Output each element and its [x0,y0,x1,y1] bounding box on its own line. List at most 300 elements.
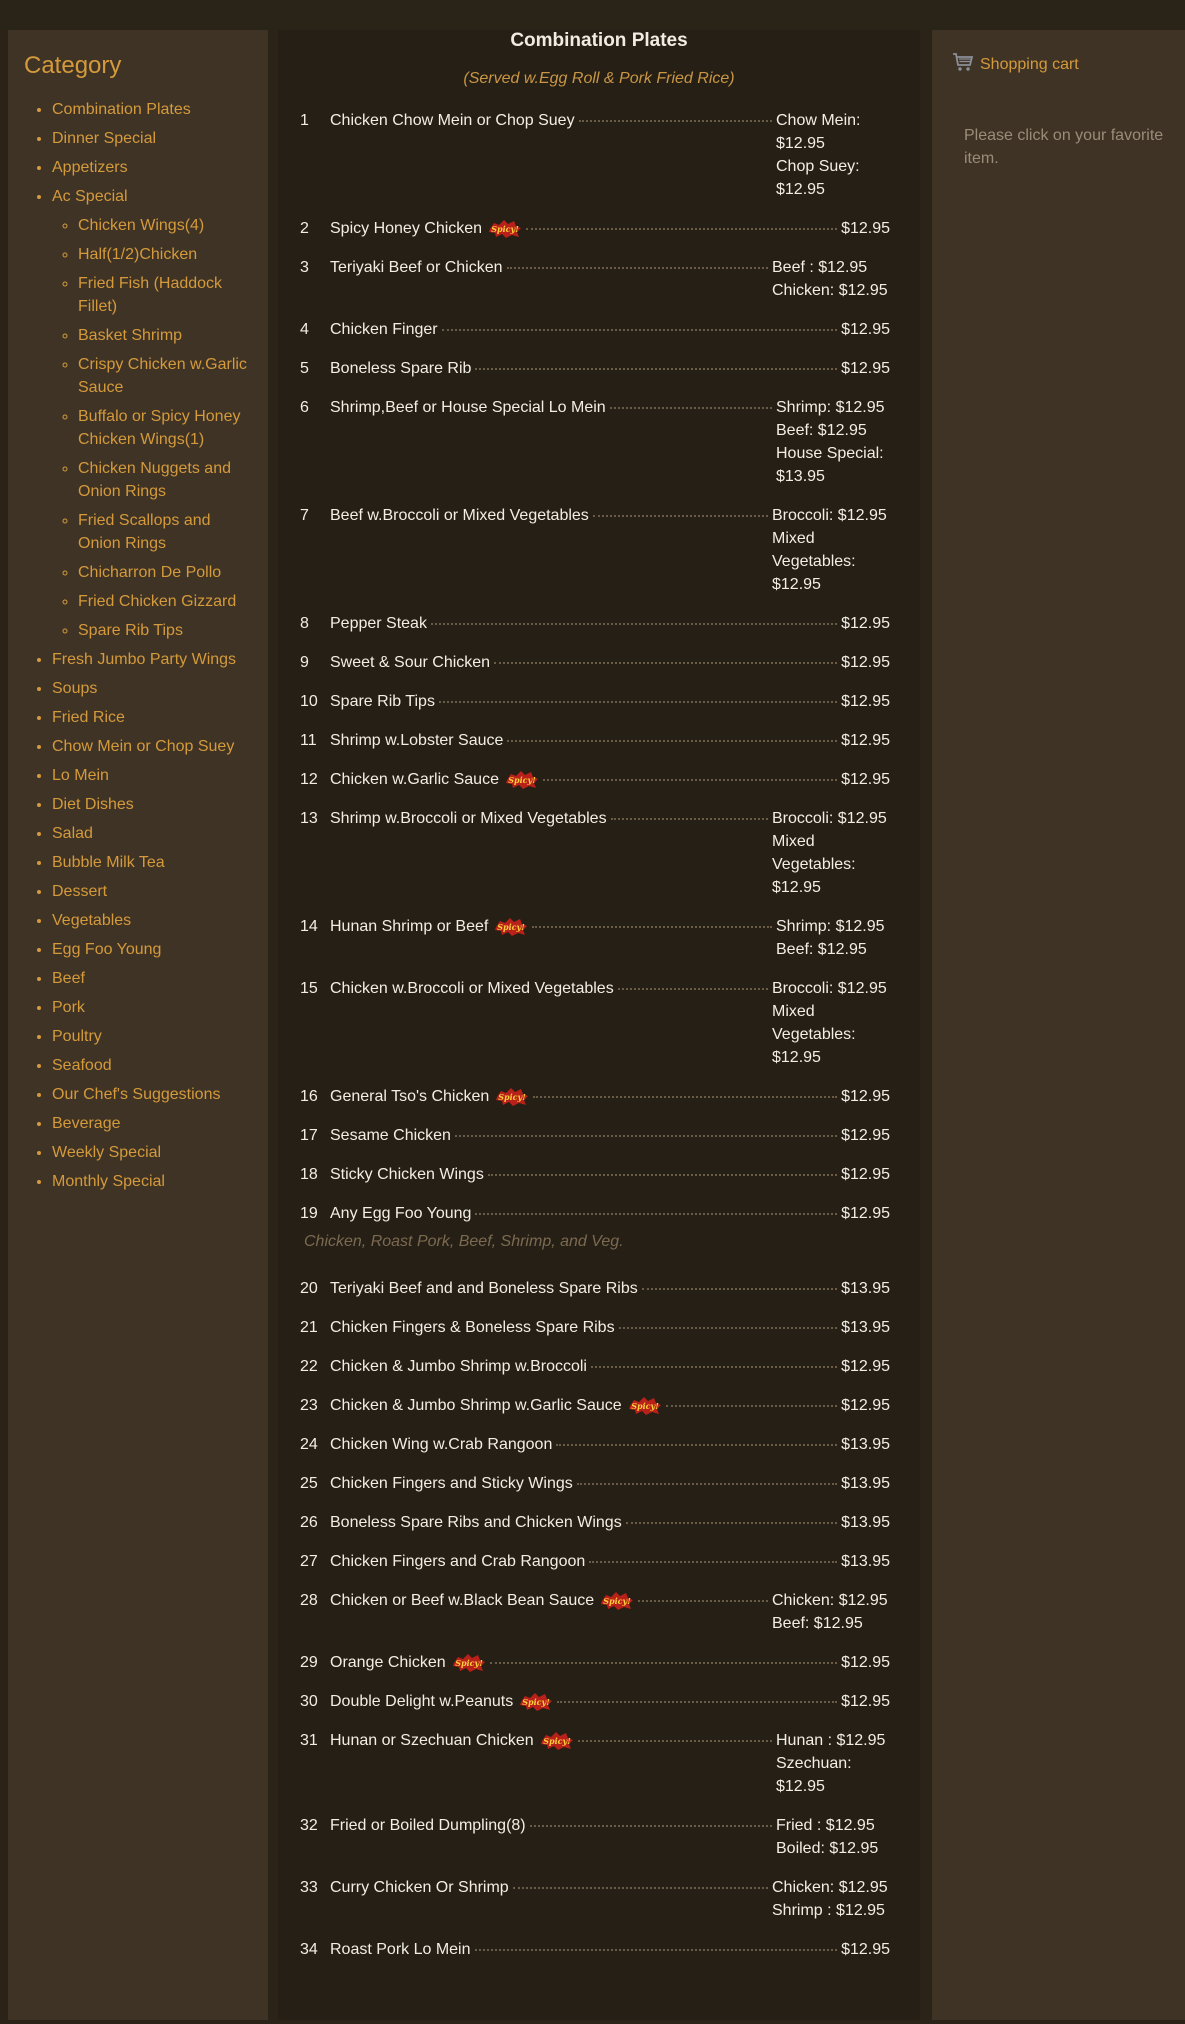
menu-item-price [841,1511,920,1534]
menu-item-number: 8 [300,615,309,632]
menu-item-name[interactable] [330,729,503,752]
menu-item-price [841,1651,920,1674]
category-link-monthly-special[interactable]: Monthly Special [52,1173,165,1190]
menu-item-number: 5 [300,360,309,377]
menu-item-name-text: Double Delight w.Peanuts [330,1693,514,1710]
price-line: $12.95 [841,1693,890,1710]
spicy-icon-text: Spicy! [497,921,526,932]
menu-item-name-text: Pepper Steak [330,615,427,632]
category-list [24,98,252,1193]
category-item [52,1170,252,1193]
category-item [52,793,252,816]
menu-item-name[interactable] [330,651,490,674]
menu-item-name-text: Teriyaki Beef or Chicken [330,259,503,276]
price-line: Shrimp: $12.95 [776,918,885,935]
price-line: Shrimp : $12.95 [772,1902,885,1919]
menu-item-row [278,1651,920,1674]
price-line: Chicken: $12.95 [772,282,888,299]
spicy-icon-text: Spicy! [498,1091,527,1102]
dotted-leader [490,1651,837,1664]
dotted-leader [666,1394,837,1407]
menu-item-name-text: Chicken Chow Mein or Chop Suey [330,112,575,129]
menu-item-price [841,1690,920,1713]
menu-item-number: 21 [300,1319,318,1336]
category-link-salad[interactable]: Salad [52,825,93,842]
dotted-leader [513,1876,768,1889]
price-line: $13.95 [841,1475,890,1492]
menu-item-name[interactable] [330,1316,615,1339]
dotted-leader [455,1124,837,1137]
subcategory-link-fried-chicken-gizzard[interactable]: Fried Chicken Gizzard [78,593,237,610]
menu-item-price [841,729,920,752]
menu-item-number: 16 [300,1088,318,1105]
menu-item-name-text: Any Egg Foo Young [330,1205,472,1222]
price-line: Vegetables: [772,856,856,873]
menu-item-name-text: Boneless Spare Rib [330,360,472,377]
dotted-leader [543,768,837,781]
price-line: $12.95 [841,1358,890,1375]
menu-item-row [278,1316,920,1339]
dotted-leader [475,1202,837,1215]
menu-item-number: 24 [300,1436,318,1453]
spicy-icon [505,770,539,790]
menu-item-price [841,1316,920,1339]
category-item [52,1054,252,1077]
price-line: $12.95 [841,654,890,671]
price-line: Chow Mein: [776,112,861,129]
category-item [52,156,252,179]
category-link-dessert[interactable]: Dessert [52,883,108,900]
category-link-bubble-milk-tea[interactable]: Bubble Milk Tea [52,854,165,871]
menu-item-row [278,1472,920,1495]
category-link-lo-mein[interactable]: Lo Mein [52,767,109,784]
price-line: $12.95 [841,321,890,338]
menu-item-name-text: Spicy Honey Chicken [330,220,483,237]
menu-item-name[interactable] [330,504,589,527]
spicy-icon [495,1087,529,1107]
spicy-icon-text: Spicy! [508,774,536,785]
price-line: $12.95 [772,1049,821,1066]
dotted-leader [507,729,837,742]
menu-item-name-text: Shrimp w.Broccoli or Mixed Vegetables [330,810,607,827]
subcategory-link-chicharron-de-pollo[interactable]: Chicharron De Pollo [78,564,222,581]
dotted-leader [589,1550,837,1563]
price-line: $12.95 [841,360,890,377]
spicy-icon [519,1692,553,1712]
category-link-weekly-special[interactable]: Weekly Special [52,1144,162,1161]
category-link-combination-plates[interactable]: Combination Plates [52,101,191,118]
menu-item-row [278,1163,920,1186]
menu-item-name[interactable] [330,1085,529,1108]
subcategory-item [78,509,252,555]
price-line: $12.95 [841,1166,890,1183]
price-line: Beef: $12.95 [776,422,867,439]
dotted-leader [610,396,772,409]
menu-item-price [841,1472,920,1495]
category-item [52,735,252,758]
price-line: Chop Suey: [776,158,860,175]
menu-item-price [841,768,920,791]
category-link-our-chef-s-suggestions[interactable]: Our Chef's Suggestions [52,1086,221,1103]
category-link-soups[interactable]: Soups [52,680,98,697]
menu-item-name[interactable] [330,1550,585,1573]
dotted-leader [611,807,768,820]
menu-item-name-text: Spare Rib Tips [330,693,435,710]
menu-item-name-text: Hunan or Szechuan Chicken [330,1732,534,1749]
price-line: Vegetables: [772,1026,856,1043]
menu-item-row [278,1550,920,1573]
menu-item-price [841,1124,920,1147]
menu-item-price [772,977,920,1069]
menu-item-name[interactable] [330,217,522,240]
category-link-chow-mein-or-chop-suey[interactable]: Chow Mein or Chop Suey [52,738,235,755]
price-line: $12.95 [841,693,890,710]
price-line: Hunan : $12.95 [776,1732,886,1749]
category-link-appetizers[interactable]: Appetizers [52,159,128,176]
menu-item-price [841,1433,920,1456]
menu-item-name[interactable] [330,1124,451,1147]
dotted-leader [593,504,768,517]
category-item [52,851,252,874]
dotted-leader [442,318,837,331]
category-link-beef[interactable]: Beef [52,970,85,987]
menu-item-price [772,1876,920,1922]
menu-item-name[interactable] [330,1277,638,1300]
price-line: House Special: [776,445,884,462]
menu-item-price [772,1589,920,1635]
menu-item-row [278,1394,920,1417]
price-line: Mixed [772,833,815,850]
menu-item-name-text: Chicken & Jumbo Shrimp w.Broccoli [330,1358,587,1375]
category-item [52,938,252,961]
spicy-icon [494,917,528,937]
subcategory-link-fried-fish-haddock-fillet[interactable]: Fried Fish (Haddock Fillet) [78,275,223,315]
price-line: $13.95 [841,1280,890,1297]
menu-item-name-text: Beef w.Broccoli or Mixed Vegetables [330,507,589,524]
menu-item-name-text: Hunan Shrimp or Beef [330,918,489,935]
menu-item-row [278,504,920,596]
price-line: $12.95 [772,879,821,896]
dotted-leader [591,1355,837,1368]
category-item [52,996,252,1019]
menu-item-name[interactable] [330,612,427,635]
menu-item-name[interactable] [330,357,471,380]
category-link-egg-foo-young[interactable]: Egg Foo Young [52,941,162,958]
menu-item-name[interactable] [330,256,503,279]
category-item [52,1083,252,1106]
price-line: Chicken: $12.95 [772,1592,888,1609]
menu-item-name[interactable] [330,768,539,791]
menu-item-row [278,977,920,1069]
menu-item-name[interactable] [330,318,438,341]
spicy-icon [628,1396,662,1416]
shopping-cart-label: Shopping cart [980,55,1079,73]
price-line: Beef : $12.95 [772,259,868,276]
subcategory-item [78,214,252,237]
menu-item-name[interactable] [330,1651,486,1674]
category-link-beverage[interactable]: Beverage [52,1115,121,1132]
menu-item-row [278,1814,920,1860]
sidebar-title: Category [24,52,122,79]
subcategory-item [78,324,252,347]
price-line: $13.95 [776,468,825,485]
menu-item-name-text: Chicken or Beef w.Black Bean Sauce [330,1592,595,1609]
subcategory-item [78,272,252,318]
price-line: Beef: $12.95 [776,941,867,958]
menu-item-number: 19 [300,1205,318,1222]
spicy-icon-text: Spicy! [603,1595,631,1606]
top-bar [0,0,1185,30]
menu-item-number: 26 [300,1514,318,1531]
cart-message: Please click on your favorite item. [964,127,1164,167]
menu-item-name-text: Chicken Finger [330,321,438,338]
page-subtitle: (Served w.Egg Roll & Pork Fried Rice) [463,70,735,87]
menu-item-name[interactable] [330,396,606,419]
menu-item-number: 32 [300,1817,318,1834]
menu-item-name-text: Chicken Wing w.Crab Rangoon [330,1436,553,1453]
price-line: $12.95 [841,1941,890,1958]
menu-item-name-text: Fried or Boiled Dumpling(8) [330,1817,526,1834]
menu-item-price [772,504,920,596]
menu-item-price [841,612,920,635]
category-item [52,98,252,121]
menu-item-price [772,256,920,302]
subcategory-link-buffalo-or-spicy-honey-chicken-wings-1[interactable]: Buffalo or Spicy Honey Chicken Wings(1) [78,408,241,448]
subcategory-item [78,457,252,503]
menu-item-number: 3 [300,259,309,276]
menu-item-name[interactable] [330,690,435,713]
menu-item-name-text: Boneless Spare Ribs and Chicken Wings [330,1514,622,1531]
menu-item-row [278,217,920,240]
dotted-leader [475,357,837,370]
menu-item-row [278,357,920,380]
price-line: $12.95 [841,771,890,788]
subcategory-item [78,353,252,399]
category-link-pork[interactable]: Pork [52,999,85,1016]
price-line: $12.95 [772,576,821,593]
category-link-seafood[interactable]: Seafood [52,1057,112,1074]
menu-item-name-text: Chicken Fingers & Boneless Spare Ribs [330,1319,615,1336]
menu-item-row [278,690,920,713]
spicy-icon-text: Spicy! [454,1657,483,1668]
menu-item-row [278,651,920,674]
menu-item-row [278,318,920,341]
menu-item-row [278,768,920,791]
menu-item-name[interactable] [330,1511,622,1534]
menu-item-price [841,1550,920,1573]
menu-item-name[interactable] [330,1814,526,1837]
menu-item-name-text: Curry Chicken Or Shrimp [330,1879,509,1896]
shopping-cart-icon [952,52,974,77]
category-sidebar [8,30,268,2020]
subcategory-item [78,243,252,266]
menu-item-number: 13 [300,810,318,827]
subcategory-item [78,561,252,584]
category-item [52,1112,252,1135]
menu-item-number: 17 [300,1127,318,1144]
menu-item-name[interactable] [330,1355,587,1378]
menu-item-number: 33 [300,1879,318,1896]
category-item [52,648,252,671]
menu-item-row [278,612,920,635]
menu-item-name[interactable] [330,977,614,1000]
menu-item-number: 23 [300,1397,318,1414]
menu-item-row [278,396,920,488]
dotted-leader [494,651,837,664]
category-item [52,909,252,932]
price-line: $12.95 [841,1654,890,1671]
price-line: Fried : $12.95 [776,1817,875,1834]
menu-item-name[interactable] [330,1163,484,1186]
spicy-icon-text: Spicy! [491,223,519,234]
menu-item-name-text: Chicken w.Broccoli or Mixed Vegetables [330,980,614,997]
menu-item-name[interactable] [330,1202,471,1225]
category-link-poultry[interactable]: Poultry [52,1028,102,1045]
menu-item-number: 15 [300,980,318,997]
menu-item-price [776,109,920,201]
subcategory-link-chicken-wings-4[interactable]: Chicken Wings(4) [78,217,205,234]
price-line: $12.95 [841,615,890,632]
category-link-fresh-jumbo-party-wings[interactable]: Fresh Jumbo Party Wings [52,651,237,668]
menu-item-number: 18 [300,1166,318,1183]
price-line: Mixed [772,1003,815,1020]
dotted-leader [626,1511,837,1524]
menu-item-name[interactable] [330,1876,509,1899]
menu-item-price [841,217,920,240]
dotted-leader [638,1589,768,1602]
menu-item-name-text: Sweet & Sour Chicken [330,654,491,671]
menu-item-number: 31 [300,1732,318,1749]
spicy-icon [540,1731,574,1751]
spicy-icon [488,219,522,239]
menu-item-row [278,1124,920,1147]
price-line: Vegetables: [772,553,856,570]
category-item [52,880,252,903]
menu-item-price [841,1202,920,1225]
category-item [52,967,252,990]
menu-item-number: 27 [300,1553,318,1570]
menu-item-price [841,651,920,674]
price-line: Broccoli: $12.95 [772,507,887,524]
dotted-leader [578,1729,772,1742]
menu-item-row [278,915,920,961]
category-item [52,764,252,787]
menu-item-name[interactable] [330,1690,553,1713]
menu-item-row [278,1690,920,1713]
menu-item-number: 6 [300,399,309,416]
menu-item-name[interactable] [330,807,607,830]
category-link-dinner-special[interactable]: Dinner Special [52,130,157,147]
menu-item-name-text: Teriyaki Beef and and Boneless Spare Ribs [330,1280,638,1297]
menu-item-number: 4 [300,321,309,338]
menu-item-number: 25 [300,1475,318,1492]
shopping-cart-panel [932,30,1185,2020]
menu-item-price [776,396,920,488]
menu-item-name-text: Shrimp w.Lobster Sauce [330,732,504,749]
dotted-leader [619,1316,837,1329]
menu-item-name[interactable] [330,1472,573,1495]
category-link-vegetables[interactable]: Vegetables [52,912,132,929]
menu-item-price [841,357,920,380]
menu-item-row [278,1729,920,1798]
price-line: $12.95 [841,1205,890,1222]
menu-item-price [841,690,920,713]
menu-item-row [278,1433,920,1456]
menu-item-name-text: General Tso's Chicken [330,1088,490,1105]
menu-item-number: 22 [300,1358,318,1375]
price-line: Broccoli: $12.95 [772,980,887,997]
price-line: $13.95 [841,1436,890,1453]
category-link-ac-special[interactable]: Ac Special [52,188,128,205]
dotted-leader [439,690,837,703]
menu-item-number: 10 [300,693,318,710]
price-line: Mixed [772,530,815,547]
menu-item-name[interactable] [330,1394,662,1417]
menu-item-name-text: Orange Chicken [330,1654,446,1671]
subcategory-link-spare-rib-tips[interactable]: Spare Rib Tips [78,622,183,639]
menu-item-price [841,1277,920,1300]
menu-item-name[interactable] [330,1729,574,1752]
menu-item-row [278,807,920,899]
menu-item-number: 2 [300,220,309,237]
category-item [52,1141,252,1164]
dotted-leader [526,217,837,230]
menu-item-name[interactable] [330,1589,634,1612]
menu-item-name[interactable] [330,1433,552,1456]
menu-item-row [278,1511,920,1534]
menu-item-price [776,1814,920,1860]
price-line: Szechuan: [776,1755,852,1772]
price-line: $12.95 [841,1088,890,1105]
menu-item-name-text: Shrimp,Beef or House Special Lo Mein [330,399,606,416]
subcategory-link-fried-scallops-and-onion-rings[interactable]: Fried Scallops and Onion Rings [78,512,211,552]
category-link-diet-dishes[interactable]: Diet Dishes [52,796,134,813]
spicy-icon-text: Spicy! [522,1696,550,1707]
shopping-cart-link[interactable] [952,52,1079,77]
dotted-leader [577,1472,837,1485]
dotted-leader [557,1690,837,1703]
price-line: $12.95 [776,1778,825,1795]
menu-items [278,109,920,1961]
menu-item-row [278,256,920,302]
subcategory-link-half-1-2-chicken[interactable]: Half(1/2)Chicken [78,246,198,263]
section-note: Chicken, Roast Pork, Beef, Shrimp, and Veg. [304,1233,624,1250]
subcategory-link-chicken-nuggets-and-onion-rings[interactable]: Chicken Nuggets and Onion Rings [78,460,231,500]
menu-item-name[interactable] [330,915,528,938]
spicy-icon [600,1591,634,1611]
price-line: Boiled: $12.95 [776,1840,879,1857]
category-item [52,677,252,700]
price-line: $12.95 [841,732,890,749]
menu-item-number: 9 [300,654,309,671]
menu-item-name[interactable] [330,109,575,132]
menu-item-name[interactable] [330,1938,471,1961]
price-line: $12.95 [776,135,825,152]
category-link-fried-rice[interactable]: Fried Rice [52,709,125,726]
price-line: Shrimp: $12.95 [776,399,885,416]
price-line: $12.95 [776,181,825,198]
price-line: $13.95 [841,1553,890,1570]
menu-item-number: 7 [300,507,309,524]
spicy-icon [452,1653,486,1673]
category-item [52,822,252,845]
dotted-leader [475,1938,838,1951]
subcategory-link-crispy-chicken-w-garlic-sauce[interactable]: Crispy Chicken w.Garlic Sauce [78,356,247,396]
subcategory-link-basket-shrimp[interactable]: Basket Shrimp [78,327,183,344]
menu-item-price [841,1394,920,1417]
price-line: $13.95 [841,1319,890,1336]
category-item [52,1025,252,1048]
